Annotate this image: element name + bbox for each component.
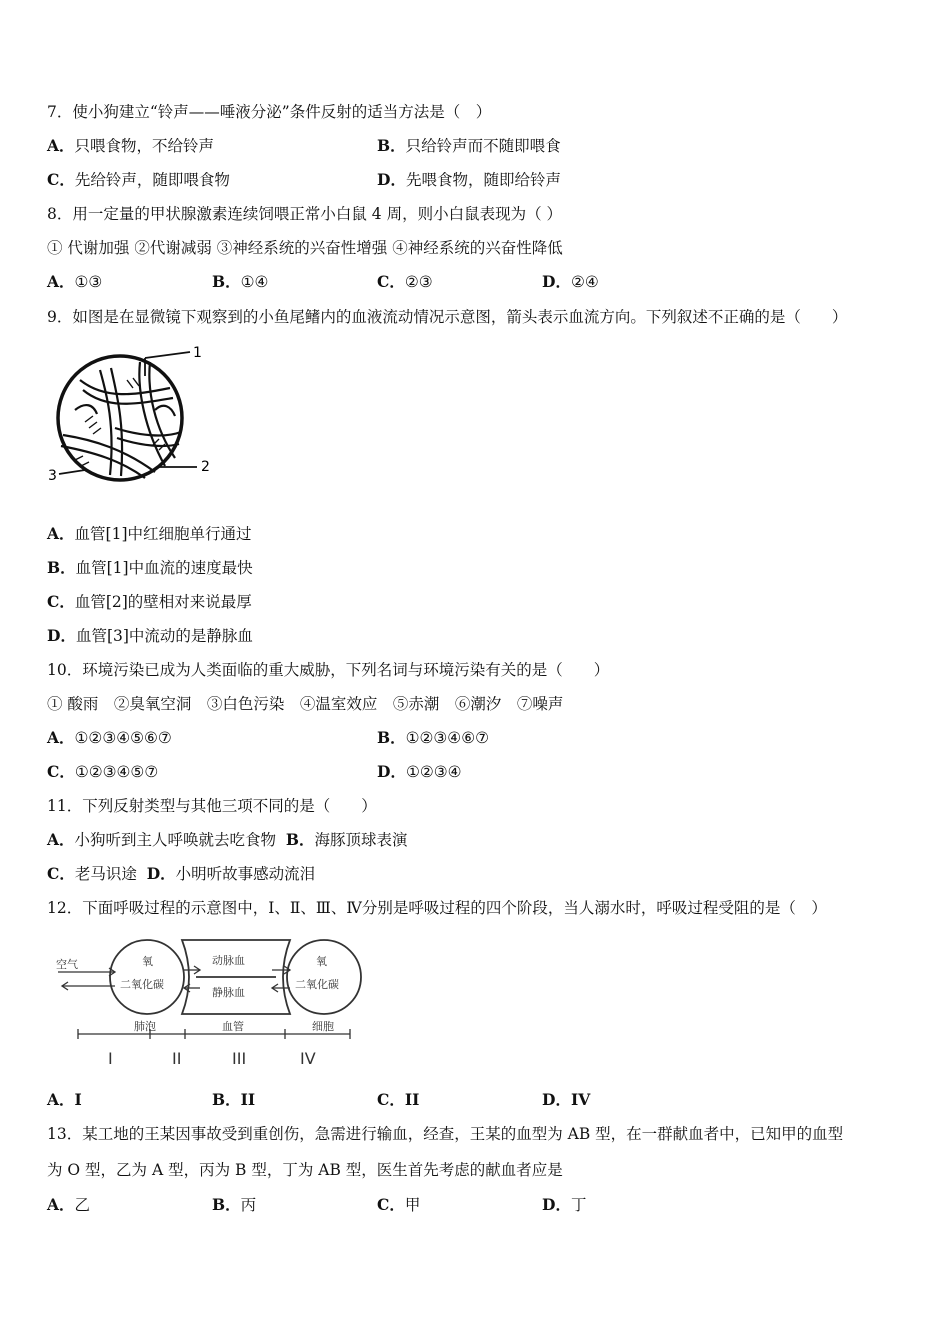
- q7-option-b[interactable]: B．只给铃声而不随即喂食: [377, 136, 561, 155]
- q7-option-d[interactable]: D．先喂食物，随即给铃声: [377, 170, 561, 189]
- q12-option-c[interactable]: C．II: [377, 1090, 420, 1109]
- fig-stage-4: IV: [300, 1049, 316, 1068]
- q11-option-c[interactable]: C．老马识途: [47, 864, 137, 883]
- fig-oxygen-right: 氧: [316, 955, 327, 968]
- q9-stem: 9．如图是在显微镜下观察到的小鱼尾鳍内的血液流动情况示意图，箭头表示血流方向。下列叙述不正确的是（ ）: [47, 308, 848, 326]
- q8-stem: 8．用一定量的甲状腺激素连续饲喂正常小白鼠 4 周，则小白鼠表现为（ ）: [47, 205, 563, 223]
- q8-option-c[interactable]: C．②③: [377, 272, 433, 291]
- q8-items: ① 代谢加强 ②代谢减弱 ③神经系统的兴奋性增强 ④神经系统的兴奋性降低: [47, 239, 563, 257]
- q8-option-a[interactable]: A．①③: [47, 272, 103, 291]
- q10-option-d[interactable]: D．①②③④: [377, 762, 462, 781]
- q9-option-d[interactable]: D．血管[3]中流动的是静脉血: [47, 626, 253, 645]
- fig-stage-1: I: [108, 1049, 113, 1068]
- fig-vessel-label: 血管: [222, 1020, 244, 1033]
- fig-arterial-label: 动脉血: [212, 954, 245, 967]
- fish-tail-blood-flow-figure: [45, 340, 215, 495]
- q13-option-b[interactable]: B．丙: [212, 1195, 257, 1214]
- fig-air-label: 空气: [56, 958, 78, 971]
- q12-option-b[interactable]: B．II: [212, 1090, 256, 1109]
- fig-alveoli-label: 肺泡: [134, 1020, 156, 1033]
- q10-stem: 10．环境污染已成为人类面临的重大威胁，下列名词与环境污染有关的是（ ）: [47, 661, 610, 679]
- q9-option-a[interactable]: A．血管[1]中红细胞单行通过: [47, 524, 252, 543]
- q13-option-c[interactable]: C．甲: [377, 1195, 421, 1214]
- fig-co2-right: 二氧化碳: [295, 978, 339, 991]
- fig-stage-3: III: [232, 1049, 247, 1068]
- q13-stem-line-2: 为 O 型，乙为 A 型，丙为 B 型，丁为 AB 型，医生首先考虑的献血者应是: [47, 1161, 563, 1179]
- q8-option-d[interactable]: D．②④: [542, 272, 599, 291]
- q12-option-d[interactable]: D．IV: [542, 1090, 591, 1109]
- fig-label-2: 2: [201, 459, 210, 475]
- q13-stem-line-1: 13．某工地的王某因事故受到重创伤，急需进行输血，经查，王某的血型为 AB 型，在一群献血者中，已知甲的血型: [47, 1125, 844, 1143]
- q12-option-a[interactable]: A．I: [47, 1090, 82, 1109]
- q11-options-row-2: [47, 864, 315, 884]
- fig-venous-label: 静脉血: [212, 986, 245, 999]
- q9-option-c[interactable]: C．血管[2]的壁相对来说最厚: [47, 592, 252, 611]
- q13-option-a[interactable]: A．乙: [47, 1195, 91, 1214]
- q10-items: ① 酸雨 ②臭氧空洞 ③白色污染 ④温室效应 ⑤赤潮 ⑥潮汐 ⑦噪声: [47, 695, 564, 713]
- q7-option-c[interactable]: C．先给铃声，随即喂食物: [47, 170, 230, 189]
- q7-stem: 7．使小狗建立“铃声——唾液分泌”条件反射的适当方法是（ ）: [47, 103, 492, 121]
- q11-option-a[interactable]: A．小狗听到主人呼唤就去吃食物: [47, 830, 277, 849]
- fig-label-3: 3: [48, 468, 57, 484]
- q8-option-b[interactable]: B．①④: [212, 272, 269, 291]
- q11-stem: 11．下列反射类型与其他三项不同的是（ ）: [47, 797, 377, 815]
- q10-option-a[interactable]: A．①②③④⑤⑥⑦: [47, 728, 172, 747]
- fig-co2-left: 二氧化碳: [120, 978, 164, 991]
- fig-cell-label: 细胞: [312, 1020, 334, 1033]
- q11-option-d[interactable]: D．小明听故事感动流泪: [146, 864, 316, 883]
- q10-option-c[interactable]: C．①②③④⑤⑦: [47, 762, 159, 781]
- fig-label-1: 1: [193, 345, 202, 361]
- q10-option-b[interactable]: B．①②③④⑥⑦: [377, 728, 489, 747]
- q11-options-row-1: [47, 830, 408, 850]
- respiration-process-figure: [50, 932, 370, 1072]
- fig-oxygen-left: 氧: [142, 955, 153, 968]
- q7-option-a[interactable]: A．只喂食物，不给铃声: [47, 136, 215, 155]
- fig-stage-2: II: [172, 1049, 182, 1068]
- q13-option-d[interactable]: D．丁: [542, 1195, 587, 1214]
- q11-option-b[interactable]: B．海豚顶球表演: [285, 830, 408, 849]
- q12-stem: 12．下面呼吸过程的示意图中，Ⅰ、Ⅱ、Ⅲ、Ⅳ分别是呼吸过程的四个阶段，当人溺水时，呼吸过程受阻的是（ ）: [47, 899, 827, 917]
- q9-option-b[interactable]: B．血管[1]中血流的速度最快: [47, 558, 253, 577]
